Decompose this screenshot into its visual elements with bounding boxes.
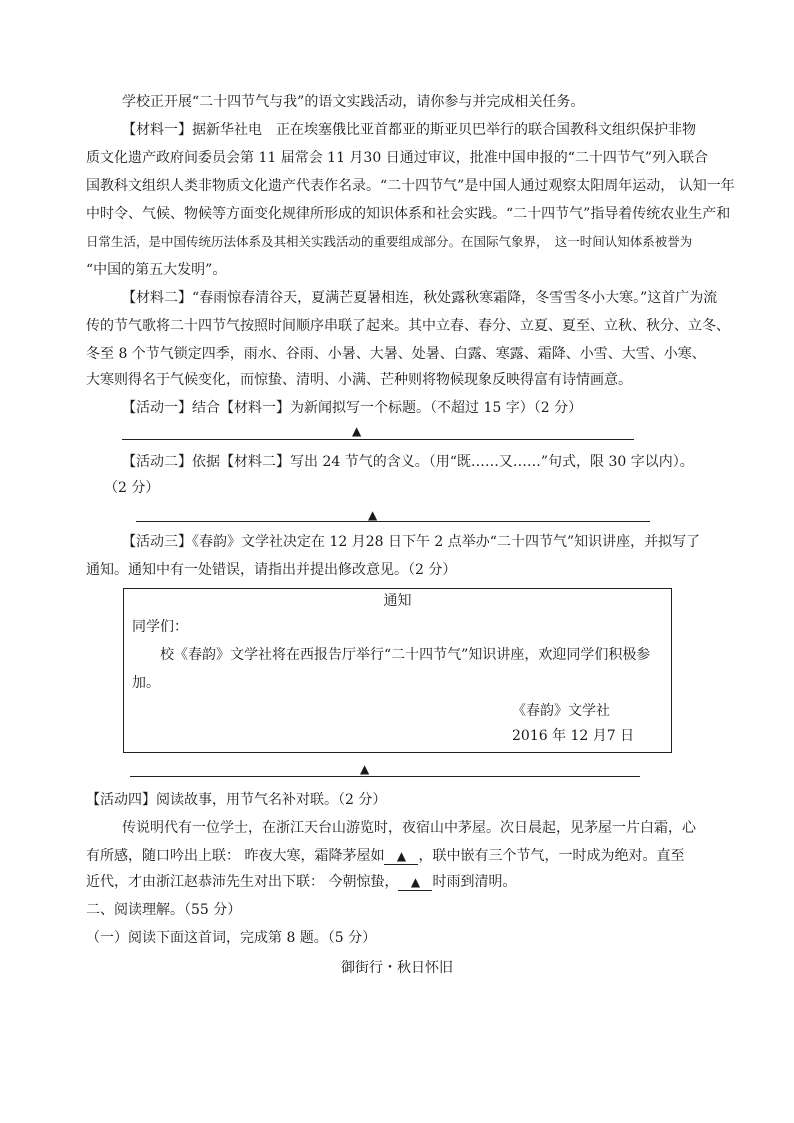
story-line: 传说明代有一位学士，在浙江天台山游览时，夜宿山中茅屋。次日晨起，见茅屋一片白霜，心 [122,820,696,836]
couplet-blank-1[interactable]: ▲ [384,848,418,865]
intro-text: 学校正开展“二十四节气与我”的语文实践活动，请你参与并完成相关任务。 [122,94,585,110]
story-line [86,846,684,866]
section-heading: 二、阅读理解。（55 分） [86,902,242,918]
story-text: 近代，才由浙江赵恭沛先生对出下联： 今朝惊蛰， [86,874,399,890]
activity1-prompt: 【活动一】结合【材料一】为新闻拟写一个标题。（不超过 15 字）（2 分） [122,400,583,416]
story-text: 有所感，随口吟出上联： 昨夜大寒，霜降茅屋如 [86,848,385,864]
notice-date: 2016 年 12 月7 日 [512,728,635,744]
story-line [86,872,516,892]
story-text: ，联中嵌有三个节气，一时成为绝对。直至 [418,848,685,864]
subsection-heading: （一）阅读下面这首词，完成第 8 题。（5 分） [86,930,377,946]
material1-line: “中国的第五大发明”。 [86,262,227,278]
couplet-blank-2[interactable]: ▲ [398,874,432,891]
story-text: 时雨到清明。 [432,874,517,890]
activity2-prompt: 【活动二】依据【材料二】写出 24 节气的含义。（用“既……又……”句式，限 30 字以内）。 [122,454,694,470]
material1-line: 【材料一】据新华社电 正在埃塞俄比亚首都亚的斯亚贝巴举行的联合国教科文组织保护非物 [122,122,696,138]
notice-body: 加。 [132,675,160,691]
material1-line: 中时令、气候、物候等方面变化规律所形成的知识体系和社会实践。“二十四节气”指导着传统农业生产和 [86,206,731,222]
answer-line-activity1[interactable] [122,439,634,440]
material1-line: 国教科文组织人类非物质文化遗产代表作名录。“二十四节气”是中国人通过观察太阳周年运动， 认知一年 [86,178,735,194]
answer-line-activity3[interactable] [130,776,640,777]
notice-title: 通知 [383,593,412,609]
notice-signature: 《春韵》文学社 [512,703,610,719]
material2-line: 【材料二】“春雨惊春清谷天，夏满芒夏暑相连，秋处露秋寒霜降，冬雪雪冬小大寒。”这首广为流 [122,290,718,306]
answer-marker-icon: ▲ [360,762,370,776]
activity3-prompt: 通知。通知中有一处错误，请指出并提出修改意见。（2 分） [86,562,457,578]
notice-box [123,588,672,753]
answer-marker-icon: ▲ [368,508,378,522]
answer-line-activity2[interactable] [136,521,650,522]
notice-body: 校《春韵》文学社将在西报告厅举行“二十四节气”知识讲座，欢迎同学们积极参 [160,647,651,663]
notice-greeting: 同学们： [132,619,188,635]
answer-marker-icon: ▲ [352,424,362,438]
poem-title: 御街行・秋日怀旧 [341,960,453,976]
activity3-prompt: 【活动三】《春韵》文学社决定在 12 月28 日下午 2 点举办“二十四节气”知识讲座，并拟写了 [122,534,701,550]
activity2-score: （2 分） [104,480,160,496]
material2-line: 传的节气歌将二十四节气按照时间顺序串联了起来。其中立春、春分、立夏、夏至、立秋、秋分、立冬、 [86,318,730,334]
activity4-heading: 【活动四】阅读故事，用节气名补对联。（2 分） [86,792,387,808]
material1-line: 质文化遗产政府间委员会第 11 届常会 11 月30 日通过审议，批准中国申报的“二十四节气”列入联合 [86,150,709,166]
material2-line: 大寒则得名于气候变化，而惊蛰、清明、小满、芒种则将物候现象反映得富有诗情画意。 [86,372,632,388]
material2-line: 冬至 8 个节气锁定四季，雨水、谷雨、小暑、大暑、处暑、白露、寒露、霜降、小雪、大雪、小寒、 [86,346,706,362]
material1-line: 日常生活，是中国传统历法体系及其相关实践活动的重要组成部分。在国际气象界， 这一时间认知体系被誉为 [86,234,693,249]
